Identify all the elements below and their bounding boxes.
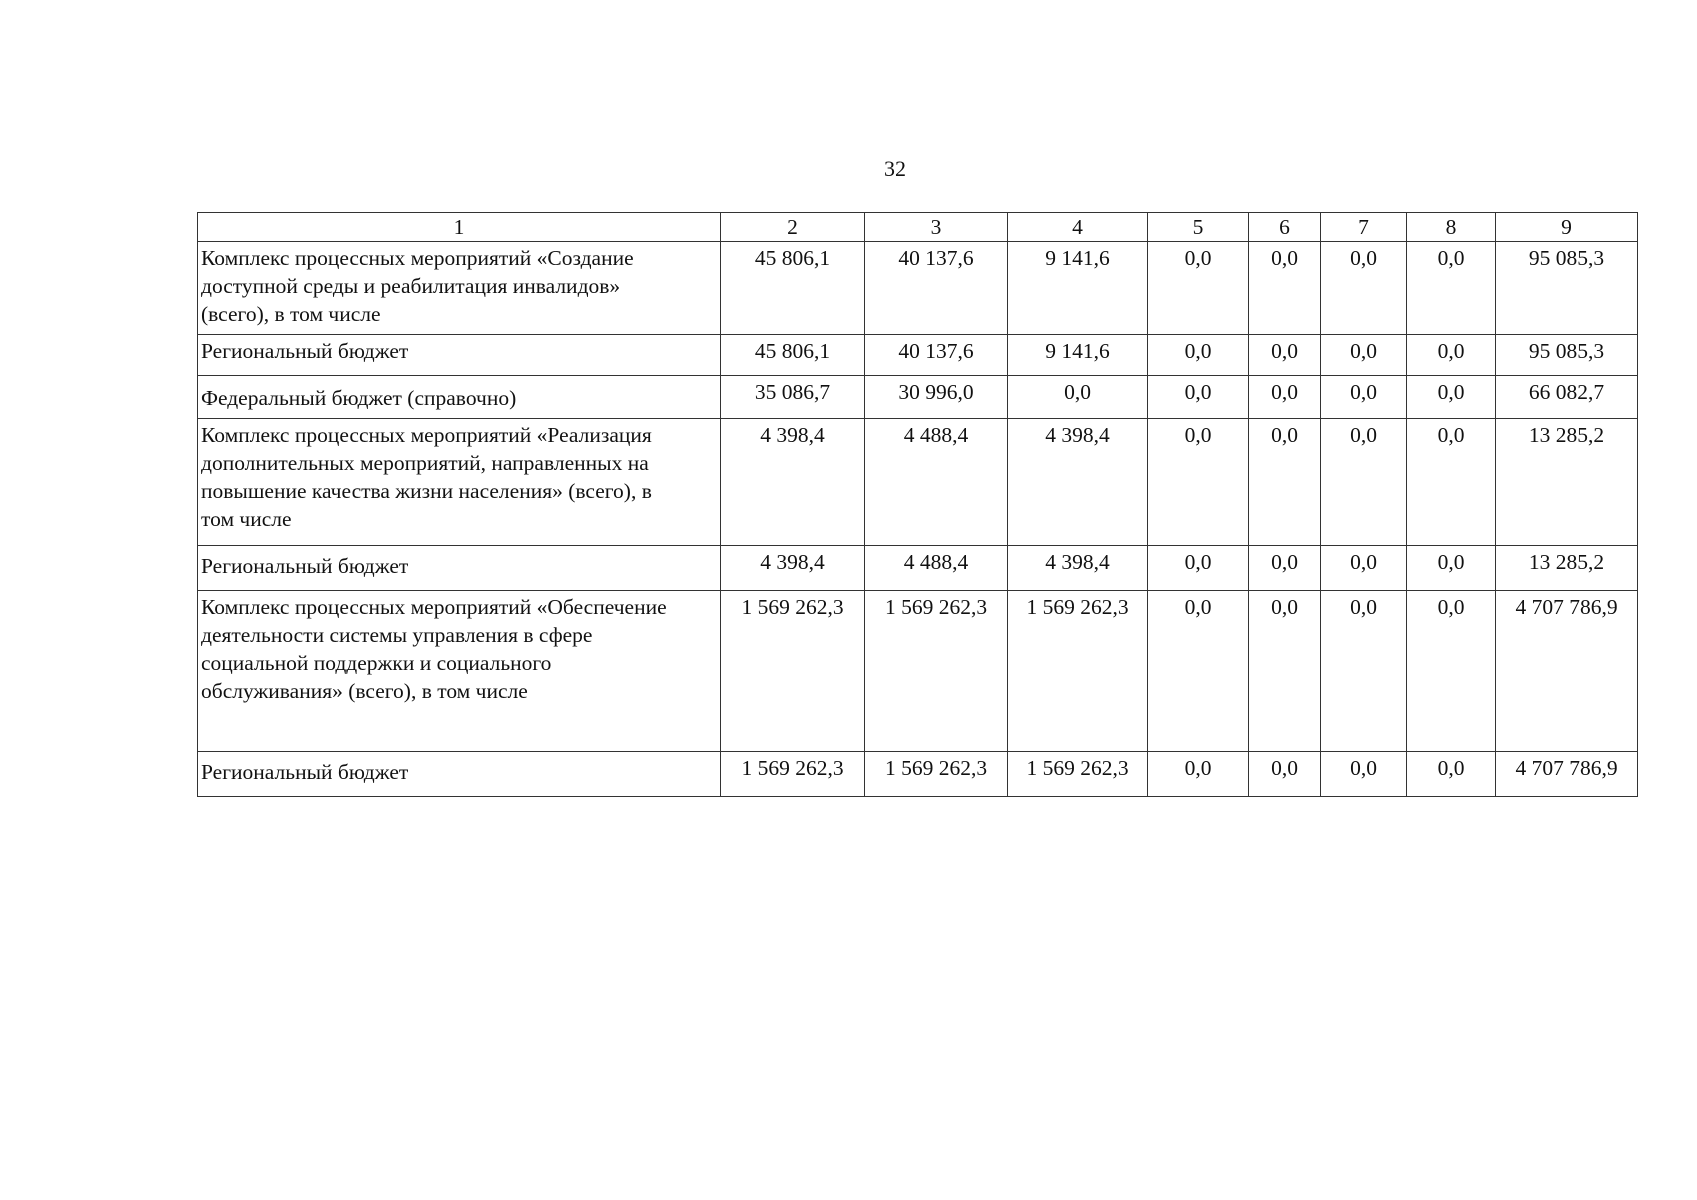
table-cell: 4 398,4 — [1008, 419, 1148, 546]
column-header: 2 — [721, 213, 865, 242]
table-cell: 4 398,4 — [721, 419, 865, 546]
table-cell: 45 806,1 — [721, 242, 865, 335]
table-row — [198, 419, 1638, 546]
page-number: 32 — [884, 156, 906, 181]
row-label: Региональный бюджет — [198, 752, 721, 797]
table-cell: 0,0 — [1148, 242, 1249, 335]
table-cell: 0,0 — [1148, 419, 1249, 546]
table-cell: 4 707 786,9 — [1496, 752, 1638, 797]
table-cell: 45 806,1 — [721, 335, 865, 376]
table-cell: 13 285,2 — [1496, 419, 1638, 546]
column-header: 3 — [865, 213, 1008, 242]
table-cell: 0,0 — [1407, 335, 1496, 376]
column-header: 4 — [1008, 213, 1148, 242]
table-cell: 0,0 — [1407, 419, 1496, 546]
table-cell: 9 141,6 — [1008, 335, 1148, 376]
table-cell: 66 082,7 — [1496, 376, 1638, 419]
table-row — [198, 752, 1638, 797]
table-cell: 0,0 — [1321, 419, 1407, 546]
table-cell: 95 085,3 — [1496, 242, 1638, 335]
column-header: 5 — [1148, 213, 1249, 242]
table-cell: 1 569 262,3 — [865, 591, 1008, 752]
table-cell: 4 488,4 — [865, 419, 1008, 546]
table-cell: 95 085,3 — [1496, 335, 1638, 376]
table-cell: 4 398,4 — [1008, 546, 1148, 591]
row-label: Комплекс процессных мероприятий «Создание доступной среды и реабилитация инвалидов» (всего), в том числе — [198, 242, 721, 335]
table-cell: 0,0 — [1249, 335, 1321, 376]
table-cell: 0,0 — [1407, 591, 1496, 752]
table-cell: 0,0 — [1321, 546, 1407, 591]
table-cell: 0,0 — [1249, 376, 1321, 419]
table-header-row — [198, 213, 1638, 242]
table-cell: 0,0 — [1321, 752, 1407, 797]
table-cell: 13 285,2 — [1496, 546, 1638, 591]
table-cell: 0,0 — [1407, 242, 1496, 335]
table-cell: 30 996,0 — [865, 376, 1008, 419]
table-cell: 4 488,4 — [865, 546, 1008, 591]
table-row — [198, 376, 1638, 419]
table-cell: 0,0 — [1148, 335, 1249, 376]
table-cell: 0,0 — [1148, 546, 1249, 591]
row-label: Комплекс процессных мероприятий «Реализация дополнительных мероприятий, направленных на повышение качества жизни населения» (всего), в том числе — [198, 419, 721, 546]
column-header: 8 — [1407, 213, 1496, 242]
table-cell: 40 137,6 — [865, 335, 1008, 376]
table-cell: 1 569 262,3 — [1008, 591, 1148, 752]
table-cell: 35 086,7 — [721, 376, 865, 419]
table-cell: 40 137,6 — [865, 242, 1008, 335]
table-cell: 4 398,4 — [721, 546, 865, 591]
table-cell: 0,0 — [1148, 376, 1249, 419]
column-header: 1 — [198, 213, 721, 242]
table-row — [198, 546, 1638, 591]
table-cell: 0,0 — [1407, 376, 1496, 419]
row-label: Комплекс процессных мероприятий «Обеспечение деятельности системы управления в сфере социальной поддержки и социального обслуживания» (всего), в том числе — [198, 591, 721, 752]
budget-table — [197, 212, 1638, 797]
table-row — [198, 335, 1638, 376]
table-cell: 1 569 262,3 — [721, 752, 865, 797]
column-header: 7 — [1321, 213, 1407, 242]
table-cell: 0,0 — [1249, 591, 1321, 752]
table-row — [198, 591, 1638, 752]
table-cell: 0,0 — [1249, 242, 1321, 335]
table-cell: 0,0 — [1321, 242, 1407, 335]
row-label: Региональный бюджет — [198, 335, 721, 376]
table-cell: 0,0 — [1249, 546, 1321, 591]
table-cell: 0,0 — [1249, 419, 1321, 546]
table-cell: 0,0 — [1407, 546, 1496, 591]
table-cell: 1 569 262,3 — [865, 752, 1008, 797]
table-cell: 0,0 — [1321, 335, 1407, 376]
column-header: 9 — [1496, 213, 1638, 242]
table-cell: 0,0 — [1008, 376, 1148, 419]
table-cell: 9 141,6 — [1008, 242, 1148, 335]
table-cell: 1 569 262,3 — [721, 591, 865, 752]
table-row — [198, 242, 1638, 335]
row-label: Федеральный бюджет (справочно) — [198, 376, 721, 419]
table-cell: 0,0 — [1321, 376, 1407, 419]
column-header: 6 — [1249, 213, 1321, 242]
table-cell: 0,0 — [1148, 591, 1249, 752]
table-cell: 4 707 786,9 — [1496, 591, 1638, 752]
table-cell: 0,0 — [1407, 752, 1496, 797]
row-label: Региональный бюджет — [198, 546, 721, 591]
table-cell: 0,0 — [1148, 752, 1249, 797]
table-cell: 0,0 — [1321, 591, 1407, 752]
table-cell: 0,0 — [1249, 752, 1321, 797]
table-cell: 1 569 262,3 — [1008, 752, 1148, 797]
